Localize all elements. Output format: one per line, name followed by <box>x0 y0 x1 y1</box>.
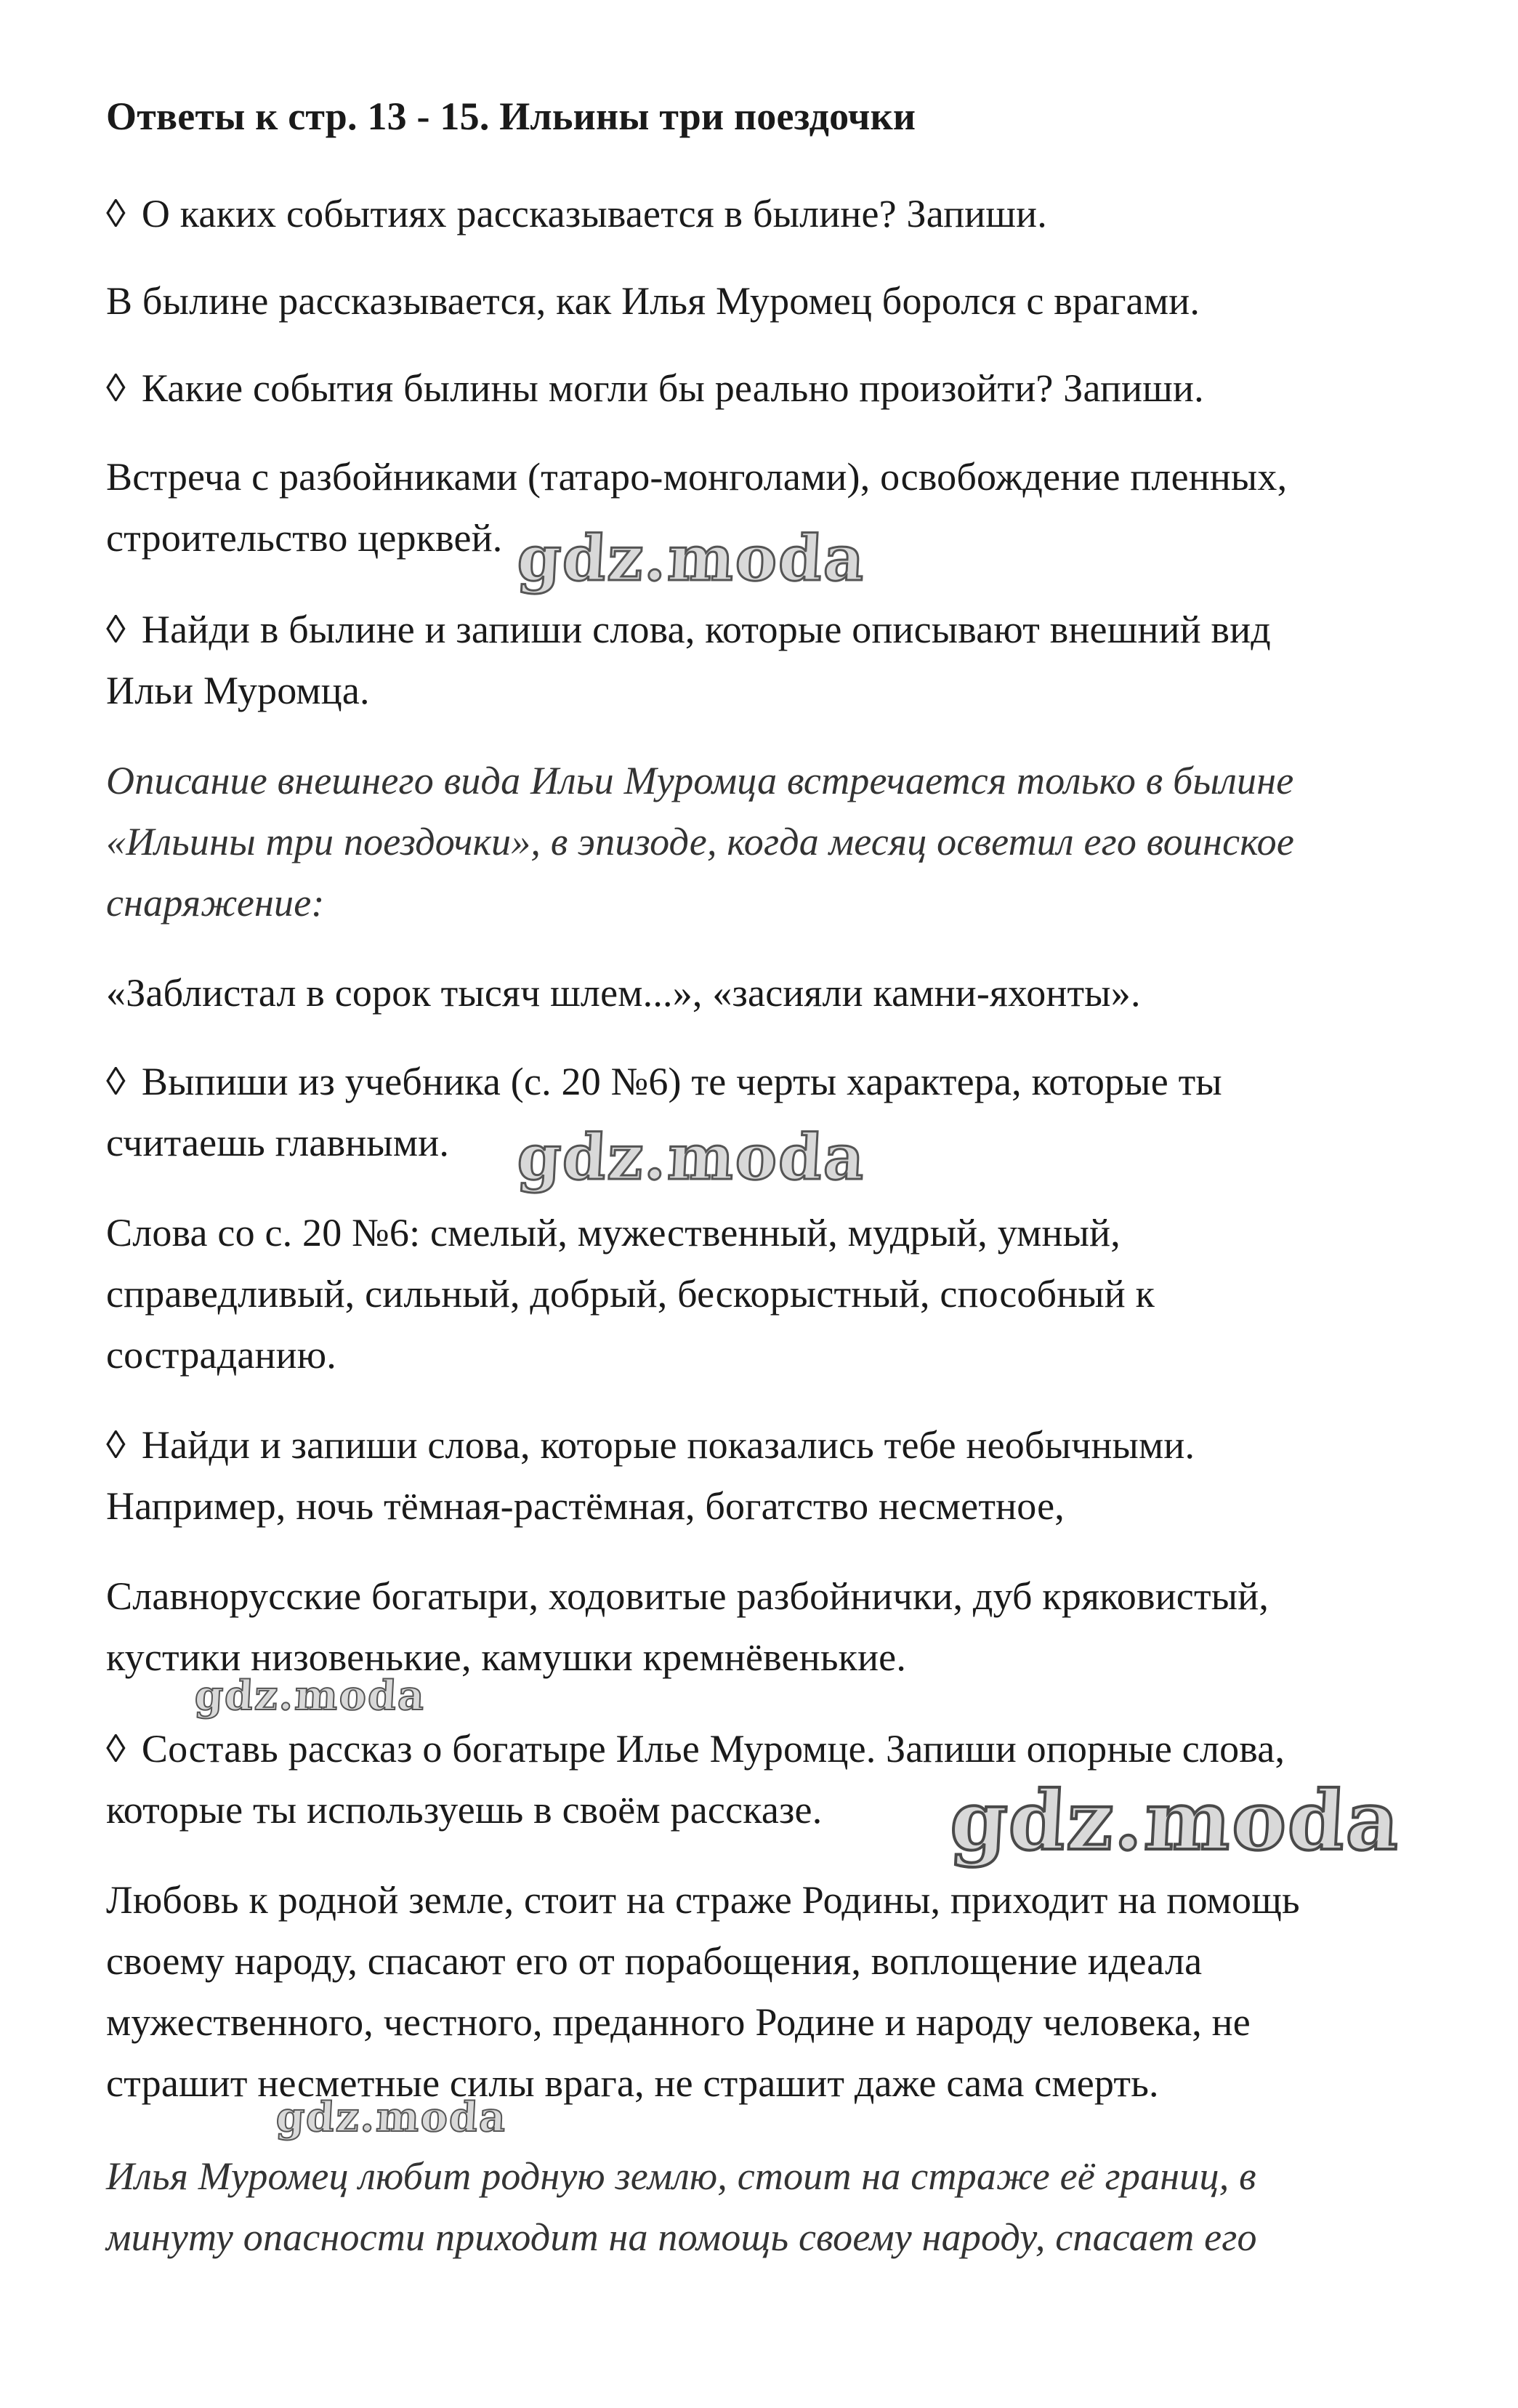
answer-4-line-3: состраданию. <box>106 1333 336 1377</box>
answer-2-line-2: строительство церквей. <box>106 516 503 560</box>
answer-6-line-4: страшит несметные силы врага, не страшит даже сама смерть. <box>106 2061 1159 2105</box>
page-title: Ответы к стр. 13 - 15. Ильины три поездочки <box>106 94 916 138</box>
question-2-text: Какие события былины могли бы реально произойти? Запиши. <box>141 366 1204 410</box>
answer-4-line-1: Слова со с. 20 №6: смелый, мужественный, мудрый, умный, <box>106 1211 1121 1255</box>
note-3-line-2: «Ильины три поездочки», в эпизоде, когда месяц осветил его воинское <box>106 820 1295 863</box>
question-4-line-2: считаешь главными. <box>106 1121 450 1164</box>
question-2 <box>106 358 1204 419</box>
answer-6-line-1: Любовь к родной земле, стоит на страже Родины, приходит на помощь <box>106 1878 1300 1922</box>
question-5-text: Найди и запиши слова, которые показались тебе необычными. <box>141 1423 1195 1467</box>
diamond-bullet-icon: ◊ <box>106 1060 126 1103</box>
watermark-logo: gdz.moda <box>948 1773 1403 1869</box>
question-3-text: Найди в былине и запиши слова, которые описывают внешний вид <box>141 608 1271 651</box>
question-3 <box>106 599 1271 660</box>
question-5 <box>106 1414 1195 1475</box>
note-6-line-2: минуту опасности приходит на помощь своему народу, спасает его <box>106 2215 1257 2259</box>
answer-4-line-2: справедливый, сильный, добрый, бескорыстный, способный к <box>106 1272 1155 1316</box>
question-1 <box>106 183 1047 244</box>
question-1-text: О каких событиях рассказывается в былине? Запиши. <box>141 192 1047 235</box>
question-3-line-2: Ильи Муромца. <box>106 669 370 712</box>
question-4 <box>106 1051 1222 1112</box>
question-6-line-2: которые ты используешь в своём рассказе. <box>106 1788 823 1832</box>
question-6 <box>106 1718 1285 1779</box>
diamond-bullet-icon: ◊ <box>106 1727 126 1771</box>
answer-1: В былине рассказывается, как Илья Муромец боролся с врагами. <box>106 279 1200 323</box>
note-6-line-1: Илья Муромец любит родную землю, стоит на страже её границ, в <box>106 2154 1256 2198</box>
answer-5-line-2: кустики низовенькие, камушки кремнёвенькие. <box>106 1635 907 1679</box>
note-3-line-1: Описание внешнего вида Ильи Муромца встречается только в былине <box>106 759 1294 802</box>
question-6-text: Составь рассказ о богатыре Илье Муромце. Запиши опорные слова, <box>141 1727 1285 1771</box>
watermark-logo: gdz.moda <box>193 1672 427 1720</box>
question-5-line-2: Например, ночь тёмная-растёмная, богатство несметное, <box>106 1484 1065 1528</box>
answer-6-line-3: мужественного, честного, преданного Родине и народу человека, не <box>106 2000 1251 2044</box>
answer-6-line-2: своему народу, спасают его от порабощения, воплощение идеала <box>106 1939 1203 1983</box>
answer-3: «Заблистал в сорок тысяч шлем...», «засияли камни-яхонты». <box>106 971 1141 1015</box>
question-4-text: Выпиши из учебника (с. 20 №6) те черты характера, которые ты <box>141 1060 1222 1103</box>
answer-5-line-1: Славнорусские богатыри, ходовитые разбойнички, дуб кряковистый, <box>106 1574 1269 1618</box>
watermark-logo: gdz.moda <box>275 2093 509 2141</box>
watermark-logo: gdz.moda <box>515 1121 868 1194</box>
diamond-bullet-icon: ◊ <box>106 192 126 235</box>
watermark-logo: gdz.moda <box>515 522 868 595</box>
answer-2-line-1: Встреча с разбойниками (татаро-монголами), освобождение пленных, <box>106 455 1288 499</box>
note-3-line-3: снаряжение: <box>106 881 325 925</box>
diamond-bullet-icon: ◊ <box>106 608 126 651</box>
diamond-bullet-icon: ◊ <box>106 366 126 410</box>
diamond-bullet-icon: ◊ <box>106 1423 126 1467</box>
